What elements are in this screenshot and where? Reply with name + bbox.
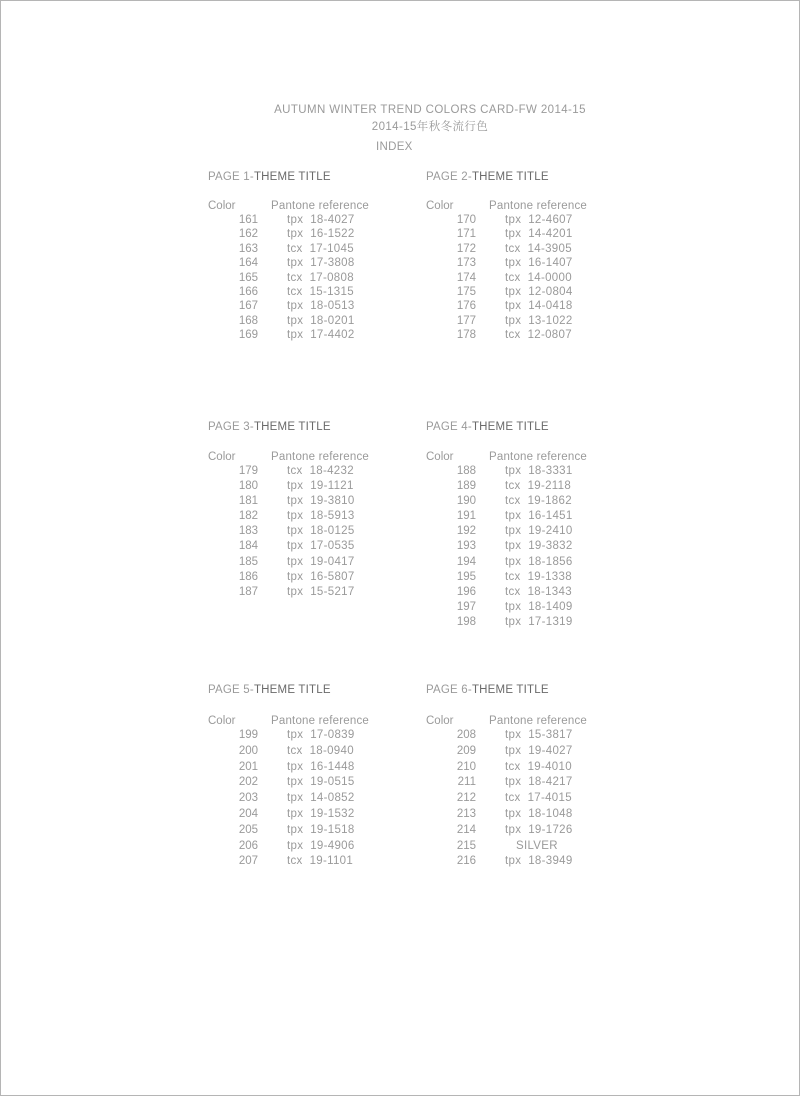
column-header-pantone: Pantone reference (271, 715, 370, 727)
pantone-reference: tpx 17-0839 (287, 729, 355, 741)
column-header-color: Color (426, 451, 454, 463)
color-number: 201 (238, 760, 258, 773)
pantone-reference: tpx 19-0515 (287, 776, 355, 789)
pantone-reference: tpx 13-1022 (505, 314, 573, 327)
list-item (426, 791, 626, 807)
pantone-reference: tpx 19-1518 (287, 823, 355, 836)
pantone-reference: tpx 14-0852 (287, 792, 355, 805)
color-number: 192 (456, 525, 476, 538)
list-item (208, 328, 408, 342)
color-number: 188 (456, 465, 476, 477)
color-number: 209 (456, 744, 476, 757)
section-theme-name: THEME TITLE (253, 421, 331, 433)
pantone-reference: tcx 19-1862 (505, 495, 572, 508)
column-header-pantone: Pantone reference (271, 451, 370, 463)
pantone-reference: tpx 19-3832 (505, 540, 573, 553)
color-list (208, 728, 408, 870)
color-number: 183 (238, 525, 258, 538)
section-title (208, 420, 408, 434)
list-item (426, 854, 626, 870)
section-page-prefix: PAGE 6- (426, 684, 472, 696)
pantone-reference: tcx 19-4010 (505, 760, 572, 773)
color-number: 172 (456, 242, 476, 255)
pantone-reference: tcx 17-1045 (287, 242, 354, 255)
list-item (208, 285, 408, 299)
list-item (426, 760, 626, 776)
pantone-reference: tpx 17-4402 (287, 329, 355, 342)
pantone-reference: tpx 18-4217 (505, 776, 573, 789)
list-item (426, 823, 626, 839)
pantone-reference: tcx 18-1343 (505, 585, 572, 598)
list-item (426, 256, 626, 270)
color-number: 179 (238, 465, 258, 477)
color-list (208, 464, 408, 600)
color-number: 174 (456, 271, 476, 284)
pantone-reference: tcx 17-4015 (505, 792, 572, 805)
list-item (208, 524, 408, 539)
pantone-reference: tpx 16-5807 (287, 570, 355, 583)
color-number: 164 (238, 257, 258, 270)
list-item (208, 570, 408, 585)
list-item (208, 509, 408, 524)
color-number: 165 (238, 271, 258, 284)
column-header (426, 450, 626, 464)
color-number: 184 (238, 540, 258, 553)
list-item (426, 728, 626, 744)
list-item (208, 555, 408, 570)
column-header-color: Color (208, 715, 236, 727)
column-header (426, 714, 626, 728)
pantone-reference: SILVER (516, 839, 558, 852)
pantone-reference: tpx 18-1856 (505, 555, 573, 568)
color-number: 191 (456, 510, 476, 523)
list-item (426, 271, 626, 285)
list-item (208, 775, 408, 791)
pantone-reference: tcx 12-0807 (505, 329, 572, 342)
color-number: 187 (238, 585, 258, 598)
color-number: 166 (238, 285, 258, 298)
color-number: 163 (238, 242, 258, 255)
list-item (208, 256, 408, 270)
section-page-prefix: PAGE 4- (426, 421, 472, 433)
list-item (208, 760, 408, 776)
color-number: 200 (238, 744, 258, 757)
pantone-reference: tpx 18-1048 (505, 807, 573, 820)
pantone-reference: tpx 19-3810 (287, 495, 355, 508)
page-title: AUTUMN WINTER TREND COLORS CARD-FW 2014-15 (274, 104, 586, 116)
section-page-6 (426, 683, 626, 870)
pantone-reference: tpx 16-1522 (287, 228, 355, 241)
pantone-reference: tpx 18-4027 (287, 214, 355, 226)
list-item (426, 807, 626, 823)
pantone-reference: tcx 14-3905 (505, 242, 572, 255)
color-number: 207 (238, 855, 258, 868)
color-number: 203 (238, 792, 258, 805)
color-number: 169 (238, 329, 258, 342)
list-item (208, 823, 408, 839)
color-number: 175 (456, 285, 476, 298)
pantone-reference: tpx 12-4607 (505, 214, 573, 226)
list-item (208, 464, 408, 479)
list-item (208, 539, 408, 554)
color-number: 197 (456, 600, 476, 613)
page-subtitle: 2014-15年秋冬流行色 (371, 121, 489, 133)
color-number: 199 (238, 729, 258, 741)
color-number: 196 (456, 585, 476, 598)
list-item (426, 555, 626, 570)
pantone-reference: tpx 19-4906 (287, 839, 355, 852)
section-page-prefix: PAGE 5- (208, 684, 254, 696)
section-title (426, 683, 626, 697)
list-item (208, 728, 408, 744)
color-number: 214 (456, 823, 476, 836)
color-list (426, 213, 626, 343)
list-item (426, 299, 626, 313)
pantone-reference: tpx 18-5913 (287, 510, 355, 523)
color-number: 171 (456, 228, 476, 241)
pantone-reference: tpx 18-0513 (287, 300, 355, 313)
list-item (426, 494, 626, 509)
pantone-reference: tpx 19-1121 (287, 480, 354, 493)
column-header-pantone: Pantone reference (489, 451, 588, 463)
list-item (208, 271, 408, 285)
pantone-reference: tpx 19-1532 (287, 807, 355, 820)
section-page-prefix: PAGE 1- (208, 171, 254, 183)
list-item (208, 585, 408, 600)
color-number: 173 (456, 257, 476, 270)
color-number: 215 (456, 839, 476, 852)
list-item (208, 744, 408, 760)
list-item (426, 524, 626, 539)
pantone-reference: tpx 12-0804 (505, 285, 573, 298)
color-list (426, 464, 626, 630)
list-item (208, 213, 408, 227)
list-item (208, 227, 408, 241)
list-item (426, 213, 626, 227)
color-number: 204 (238, 807, 258, 820)
column-header-color: Color (208, 200, 236, 212)
list-item (208, 479, 408, 494)
color-number: 176 (456, 300, 476, 313)
pantone-reference: tpx 17-1319 (505, 615, 573, 628)
section-page-prefix: PAGE 3- (208, 421, 254, 433)
list-item (208, 242, 408, 256)
color-number: 186 (238, 570, 258, 583)
color-number: 181 (238, 495, 258, 508)
list-item (426, 314, 626, 328)
section-theme-name: THEME TITLE (471, 171, 549, 183)
pantone-reference: tpx 19-0417 (287, 555, 355, 568)
pantone-reference: tcx 18-0940 (287, 744, 354, 757)
color-number: 216 (456, 855, 476, 868)
pantone-reference: tpx 16-1451 (505, 510, 573, 523)
color-number: 211 (457, 776, 476, 789)
section-theme-name: THEME TITLE (471, 421, 549, 433)
pantone-reference: tcx 18-4232 (287, 465, 354, 477)
color-number: 178 (456, 329, 476, 342)
section-page-3 (208, 420, 408, 600)
color-number: 206 (238, 839, 258, 852)
list-item (426, 539, 626, 554)
pantone-reference: tpx 15-3817 (505, 729, 573, 741)
color-number: 182 (238, 510, 258, 523)
section-page-2 (426, 170, 626, 343)
pantone-reference: tcx 15-1315 (287, 285, 354, 298)
color-number: 167 (238, 300, 258, 313)
list-item (426, 328, 626, 342)
column-header (208, 450, 408, 464)
list-item (426, 464, 626, 479)
pantone-reference: tpx 16-1448 (287, 760, 355, 773)
color-number: 168 (238, 314, 258, 327)
list-item (208, 314, 408, 328)
color-number: 213 (456, 807, 476, 820)
color-number: 198 (456, 615, 476, 628)
list-item (208, 807, 408, 823)
list-item (426, 744, 626, 760)
pantone-reference: tcx 19-1338 (505, 570, 572, 583)
color-number: 208 (456, 729, 476, 741)
section-title (208, 170, 408, 184)
color-list (208, 213, 408, 343)
section-page-prefix: PAGE 2- (426, 171, 472, 183)
color-number: 162 (238, 228, 258, 241)
pantone-reference: tpx 14-0418 (505, 300, 573, 313)
column-header-pantone: Pantone reference (271, 200, 370, 212)
index-heading: INDEX (376, 141, 413, 153)
color-number: 210 (456, 760, 476, 773)
pantone-reference: tpx 19-1726 (505, 823, 573, 836)
section-page-5 (208, 683, 408, 870)
pantone-reference: tpx 17-0535 (287, 540, 355, 553)
column-header-pantone: Pantone reference (489, 200, 588, 212)
section-page-1 (208, 170, 408, 343)
column-header-color: Color (426, 200, 454, 212)
list-item (426, 600, 626, 615)
color-number: 189 (456, 480, 476, 493)
color-list (426, 728, 626, 870)
pantone-reference: tpx 17-3808 (287, 257, 355, 270)
list-item (426, 479, 626, 494)
color-number: 180 (238, 480, 258, 493)
color-number: 212 (456, 792, 476, 805)
pantone-reference: tpx 18-3331 (505, 465, 573, 477)
color-number: 190 (456, 495, 476, 508)
list-item (426, 775, 626, 791)
list-item (426, 509, 626, 524)
pantone-reference: tpx 18-3949 (505, 855, 573, 868)
list-item (208, 791, 408, 807)
list-item (208, 299, 408, 313)
list-item (426, 242, 626, 256)
list-item (426, 285, 626, 299)
pantone-reference: tcx 17-0808 (287, 271, 354, 284)
list-item (208, 839, 408, 855)
color-number: 170 (456, 214, 476, 226)
pantone-reference: tpx 19-2410 (505, 525, 573, 538)
pantone-reference: tpx 19-4027 (505, 744, 573, 757)
color-number: 177 (456, 314, 476, 327)
column-header (208, 714, 408, 728)
pantone-reference: tpx 14-4201 (505, 228, 573, 241)
color-number: 193 (456, 540, 476, 553)
pantone-reference: tcx 14-0000 (505, 271, 572, 284)
list-item (426, 585, 626, 600)
column-header-color: Color (208, 451, 236, 463)
section-page-4 (426, 420, 626, 630)
section-title (208, 683, 408, 697)
list-item (426, 839, 626, 855)
pantone-reference: tpx 18-0125 (287, 525, 355, 538)
pantone-reference: tcx 19-1101 (287, 855, 354, 868)
pantone-reference: tpx 15-5217 (287, 585, 355, 598)
color-number: 205 (238, 823, 258, 836)
section-theme-name: THEME TITLE (253, 171, 331, 183)
color-number: 202 (238, 776, 258, 789)
column-header (426, 199, 626, 213)
color-number: 185 (238, 555, 258, 568)
pantone-reference: tpx 16-1407 (505, 257, 573, 270)
color-number: 161 (238, 214, 258, 226)
column-header-pantone: Pantone reference (489, 715, 588, 727)
section-theme-name: THEME TITLE (253, 684, 331, 696)
list-item (426, 570, 626, 585)
pantone-reference: tpx 18-1409 (505, 600, 573, 613)
section-title (426, 170, 626, 184)
list-item (208, 494, 408, 509)
column-header-color: Color (426, 715, 454, 727)
pantone-reference: tpx 18-0201 (287, 314, 355, 327)
color-number: 195 (456, 570, 476, 583)
section-title (426, 420, 626, 434)
pantone-reference: tcx 19-2118 (505, 480, 572, 493)
list-item (426, 615, 626, 630)
section-theme-name: THEME TITLE (471, 684, 549, 696)
column-header (208, 199, 408, 213)
list-item (208, 854, 408, 870)
color-number: 194 (456, 555, 476, 568)
list-item (426, 227, 626, 241)
